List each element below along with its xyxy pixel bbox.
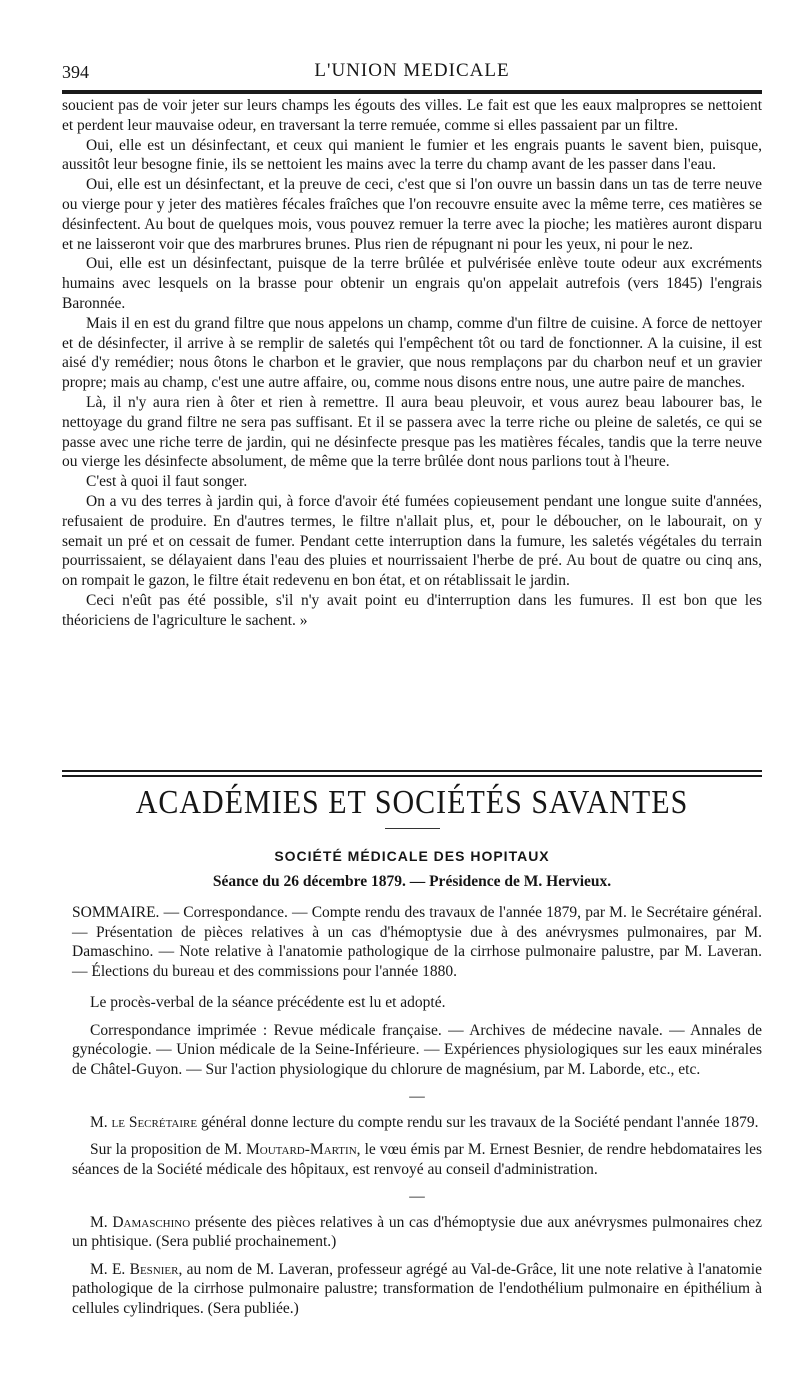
header-rule: [62, 90, 762, 94]
damaschino-text: présente des pièces relatives à un cas d'hémoptysie due aux anévrysmes pulmonaires chez un phtisique. (Sera publié prochainement.): [72, 1213, 763, 1250]
society-name: SOCIÉTÉ MÉDICALE DES HOPITAUX: [274, 848, 550, 864]
paragraph: Ceci n'eût pas été possible, s'il n'y avait point eu d'interruption dans les fumures. Il est bon que les théoriciens de l'agriculture le sachent. »: [62, 591, 762, 629]
paragraph: Oui, elle est un désinfectant, puisque de la terre brûlée et pulvérisée enlève toute odeur aux excréments humains avec lesquels on la brasse pour obtenir un engrais qu'on appelait autrefois (vers 1845) l'engrais Baronnée.: [62, 255, 762, 312]
besnier-text: , au nom de M. Laveran, professeur agrégé au Val-de-Grâce, lit une note relative à l'anatomie pathologique de la cirrhose pulmonaire palustre; transformation de l'endothélium pulmonaire en épithélium à cellules cylindriques. (Sera publiée.): [72, 1260, 762, 1317]
correspondance: Correspondance imprimée : Revue médicale française. — Archives de médecine navale. — Annales de gynécologie. — Union médicale de la Seine-Inférieure. — Expériences physiologiques sur les eaux minérales de Châtel-Guyon. — Sur l'action physiologique du chlorure de magnésium, par M. Laborde, etc., etc.: [72, 1021, 762, 1078]
session-minutes: [72, 903, 762, 1326]
section-double-rule: [62, 770, 762, 777]
journal-title: L'UNION MEDICALE: [314, 60, 510, 81]
sommaire-label: SOMMAIRE.: [72, 904, 160, 921]
section-title: ACADÉMIES ET SOCIÉTÉS SAVANTES: [135, 783, 689, 821]
speaker-name: M. E. Besnier: [90, 1260, 179, 1278]
paragraph: On a vu des terres à jardin qui, à force d'avoir été fumées copieusement pendant une longue suite d'années, refusaient de produire. En d'autres termes, le filtre n'allait plus, et, pour le déboucher, on le labourait, on y semait un pré et on cessait de fumer. Pendant cette interruption dans la fumure, les saletés végétales du terrain pourrissaient, se délayaient dans l'eau des pluies et nourrissaient l'herbe de pré. Au bout de quatre ou cinq ans, on rompait le gazon, le filtre était redevenu en bon état, et on rétablissait le jardin.: [62, 492, 762, 590]
article-body: [62, 96, 762, 631]
paragraph: Oui, elle est un désinfectant, et ceux qui manient le fumier et les engrais puants le savent bien, puisque, aussitôt leur besogne finie, ils se nettoient les mains avec la terre du champ avant de les passer dans l'eau.: [62, 136, 762, 174]
paragraph: soucient pas de voir jeter sur leurs champs les égouts des villes. Le fait est que les eaux malpropres se nettoient et perdent leur mauvaise odeur, en traversant la terre remuée, comme si elles passaient par un filtre.: [62, 97, 762, 134]
seance-line: Séance du 26 décembre 1879. — Présidence de M. Hervieux.: [212, 873, 612, 890]
divider-dash: —: [409, 1188, 425, 1205]
section-title-rule: [385, 828, 440, 829]
moutard-paragraph: [72, 1140, 762, 1179]
paragraph: Mais il en est du grand filtre que nous appelons un champ, comme d'un filtre de cuisine. A force de nettoyer et de désinfecter, il arrive à se remplir de saletés qui l'empêchent tôt ou tard de fonctionner. A la cuisine, il est aisé d'y remédier; nous ôtons le charbon et le gravier, que nous remplaçons par du charbon neuf et un gravier propre; mais au champ, c'est une autre affaire, ou, comme nous disons entre nous, une autre paire de manches.: [62, 314, 762, 392]
moutard-lead: Sur la proposition de M.: [90, 1141, 247, 1158]
speaker-name: M. Damaschino: [90, 1213, 191, 1231]
paragraph: Là, il n'y aura rien à ôter et rien à remettre. Il aura beau pleuvoir, et vous aurez beau labourer bas, le nettoyage du grand filtre ne sera pas suffisant. Et il se passera avec la terre riche ou pleine de saletés, ce qui se passe avec une riche terre de jardin, qui ne désinfecte presque pas les matières fécales, tandis que la terre neuve ou vierge les désinfecte absolument, de même que la terre brûlée dont nous parlions tout à l'heure.: [62, 393, 762, 471]
secretaire-paragraph: [72, 1113, 762, 1133]
speaker-name: Moutard-Martin: [246, 1141, 357, 1158]
sommaire: [72, 903, 762, 981]
moutard-text: , le vœu émis par M. Ernest Besnier, de rendre hebdomataires les séances de la Société médicale des hôpitaux, est renvoyé au conseil d'administration.: [72, 1141, 762, 1178]
proces-verbal: Le procès-verbal de la séance précédente est lu et adopté.: [90, 994, 446, 1011]
secretaire-text: général donne lecture du compte rendu sur les travaux de la Société pendant l'année 1879.: [197, 1113, 759, 1131]
running-head: [62, 60, 762, 90]
besnier-paragraph: [72, 1260, 762, 1319]
paragraph: C'est à quoi il faut songer.: [86, 473, 248, 491]
sommaire-text: — Correspondance. — Compte rendu des travaux de l'année 1879, par M. le Secrétaire général. — Présentation de pièces relatives à un cas d'hémoptysie due à des anévrysmes pulmonaires, par M. Damaschino. — Note relative à l'anatomie pathologique de la cirrhose pulmonaire palustre, par M. Laveran. — Élections du bureau et des commissions pour l'année 1880.: [72, 904, 762, 980]
divider-dash: —: [409, 1088, 425, 1105]
page-number: 394: [62, 62, 89, 82]
speaker-name: M. le Secrétaire: [90, 1113, 198, 1131]
damaschino-paragraph: [72, 1213, 762, 1252]
paragraph: Oui, elle est un désinfectant, et la preuve de ceci, c'est que si l'on ouvre un bassin dans un tas de terre neuve ou vierge pour y jeter des matières fécales fraîches que l'on recouvre ensuite avec la même terre, ces matières se désinfectent. Au bout de quelques mois, vous pouvez remuer la terre avec la pioche; les matières auront disparu et ne laisseront voir que des marbrures brunes. Plus rien de répugnant ni pour les yeux, ni pour le nez.: [62, 176, 762, 253]
